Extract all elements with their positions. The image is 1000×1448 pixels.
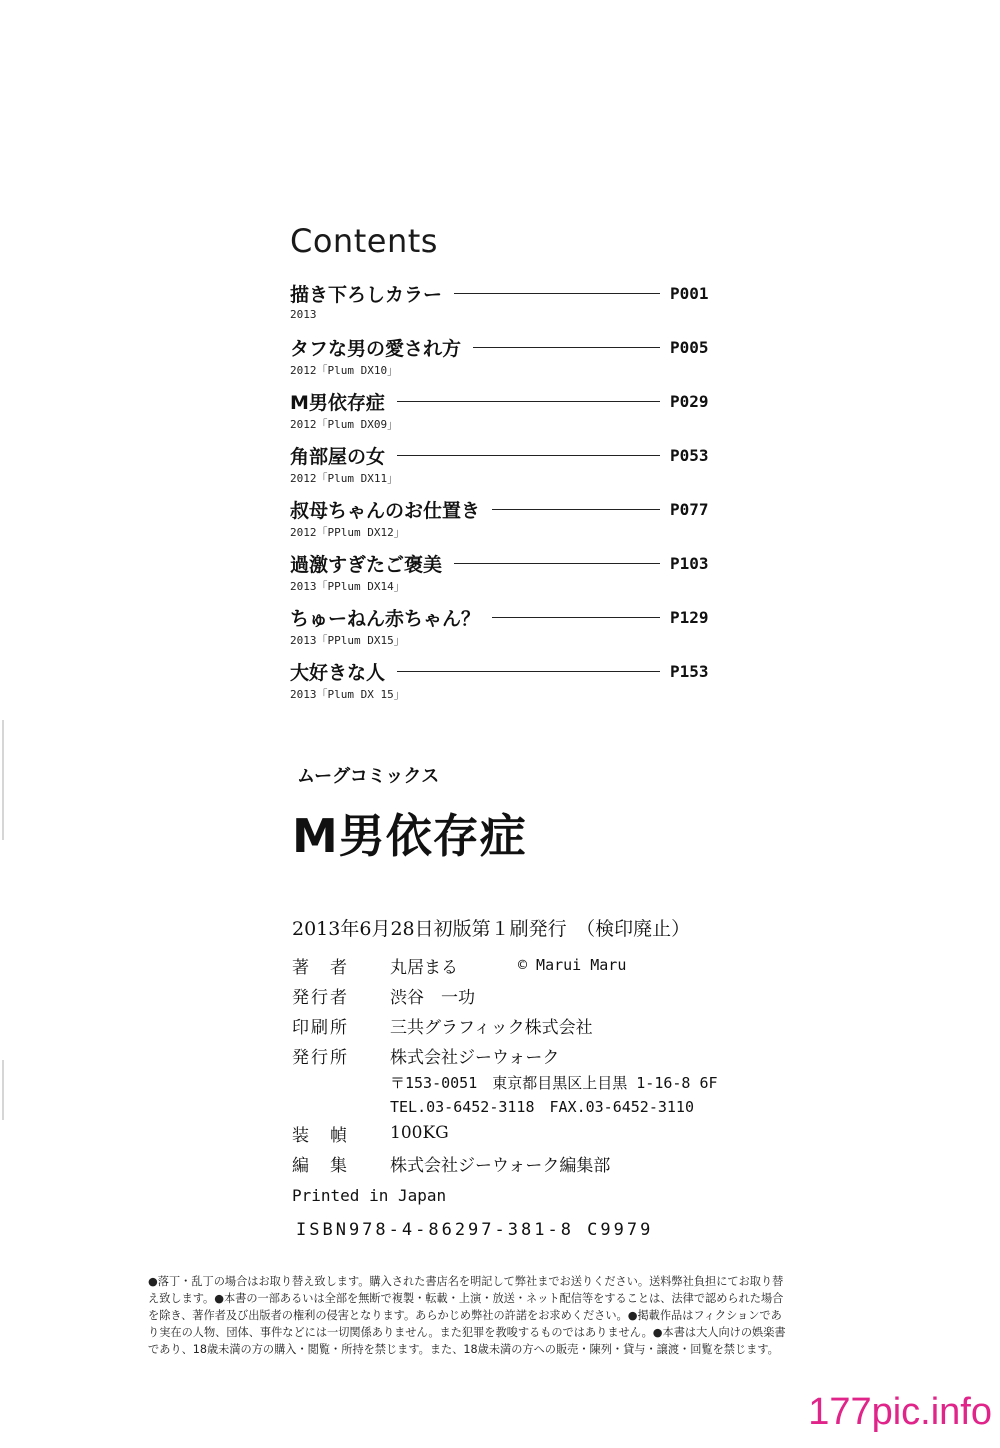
address-row	[292, 1070, 812, 1094]
notice-line: を除き、著作者及び出版者の権利の侵害となります。あらかじめ弊社の許諾をお求めください。●掲載作品はフィクションであ	[148, 1309, 782, 1322]
book-title: M男依存症	[292, 809, 527, 863]
series-label: ムーグコミックス	[297, 766, 440, 787]
toc-leader-rule	[454, 563, 660, 564]
toc-entry-title: 大好きな人	[290, 661, 386, 684]
toc-entry-page: P103	[670, 553, 709, 573]
colophon	[292, 950, 812, 1178]
notice-line: り実在の人物、団体、事件などには一切関係ありません。また犯罪を教唆するものではありません。●本書は大人向けの娯楽書	[148, 1326, 786, 1339]
toc-entry[interactable]	[290, 334, 710, 388]
publication-date: 2013年6月28日初版第１刷発行 （検印廃止）	[292, 918, 691, 940]
toc-entry-source: 2012「Plum DX11」	[290, 472, 399, 485]
toc-entry-title: 描き下ろしカラー	[290, 283, 443, 306]
editor-row	[292, 1148, 812, 1178]
author-label: 著 者	[292, 957, 349, 978]
toc-entry-source: 2012「Plum DX09」	[290, 418, 399, 431]
notice-line: ●落丁・乱丁の場合はお取り替え致します。購入された書店名を明記して弊社までお送りください。送料弊社負担にてお取り替	[148, 1275, 784, 1288]
editor-value: 株式会社ジーウォーク編集部	[390, 1155, 611, 1176]
printer-row	[292, 1010, 812, 1040]
publisher-label: 発行所	[292, 1047, 349, 1068]
toc-entry-title: ちゅーねん赤ちゃん？	[290, 607, 481, 630]
printer-name: 三共グラフィック株式会社	[390, 1017, 593, 1038]
toc-entry-title: 角部屋の女	[290, 445, 386, 468]
toc-entry-title: タフな男の愛され方	[290, 337, 462, 360]
toc-entry-page: P029	[670, 391, 709, 411]
design-value: 100KG	[390, 1123, 449, 1143]
publisher-row	[292, 1040, 812, 1070]
toc-entry-title: 叔母ちゃんのお仕置き	[290, 499, 481, 522]
toc-entry[interactable]	[290, 658, 710, 712]
printer-label: 印刷所	[292, 1017, 349, 1038]
toc-leader-rule	[397, 671, 660, 672]
toc-entry[interactable]	[290, 604, 710, 658]
author-copyright: © Marui Maru	[518, 956, 627, 974]
toc-leader-rule	[397, 401, 660, 402]
toc-entry-title: M男依存症	[290, 391, 385, 414]
toc-leader-rule	[397, 455, 660, 456]
table-of-contents	[290, 280, 710, 712]
toc-entry-source: 2013「Plum DX 15」	[290, 688, 405, 701]
toc-entry-source: 2012「PPlum DX12」	[290, 526, 405, 539]
scan-edge-mark	[2, 720, 4, 840]
toc-entry-source: 2013	[290, 308, 317, 321]
notice-line: であり、18歳未満の方の購入・閲覧・所持を禁じます。また、18歳未満の方への販売・陳列・貸与・譲渡・回覧を禁じます。	[148, 1343, 779, 1356]
toc-entry[interactable]	[290, 496, 710, 550]
publisher-contact: TEL.03-6452-3118 FAX.03-6452-3110	[390, 1097, 694, 1116]
author-name: 丸居まる	[390, 957, 458, 978]
toc-entry-source: 2013「PPlum DX14」	[290, 580, 405, 593]
toc-entry-page: P005	[670, 337, 709, 357]
design-row	[292, 1118, 812, 1148]
toc-leader-rule	[473, 347, 660, 348]
toc-entry[interactable]	[290, 442, 710, 496]
publisher-person-row	[292, 980, 812, 1010]
toc-entry-page: P001	[670, 283, 709, 303]
design-label: 装 幀	[292, 1125, 349, 1146]
scan-edge-mark	[2, 1060, 4, 1120]
printed-in-japan: Printed in Japan	[292, 1186, 447, 1205]
toc-entry-source: 2012「Plum DX10」	[290, 364, 399, 377]
publisher-name: 株式会社ジーウォーク	[390, 1047, 560, 1068]
contact-row	[292, 1094, 812, 1118]
toc-leader-rule	[454, 293, 660, 294]
toc-entry-page: P129	[670, 607, 709, 627]
toc-entry[interactable]	[290, 280, 710, 334]
toc-entry[interactable]	[290, 550, 710, 604]
publisher-person-label: 発行者	[292, 987, 349, 1008]
contents-heading: Contents	[290, 222, 438, 260]
toc-entry-page: P053	[670, 445, 709, 465]
editor-label: 編 集	[292, 1155, 349, 1176]
toc-leader-rule	[492, 617, 660, 618]
toc-entry-source: 2013「PPlum DX15」	[290, 634, 405, 647]
toc-leader-rule	[492, 509, 660, 510]
toc-entry-page: P077	[670, 499, 709, 519]
legal-notice	[148, 1273, 858, 1358]
isbn: ISBN978-4-86297-381-8 C9979	[296, 1220, 654, 1240]
publisher-person-name: 渋谷 一功	[390, 987, 475, 1008]
watermark-link[interactable]: 177pic.info	[808, 1391, 992, 1433]
author-row	[292, 950, 812, 980]
publisher-address: 〒153-0051 東京都目黒区上目黒 1-16-8 6F	[390, 1073, 718, 1092]
toc-entry-title: 過激すぎたご褒美	[290, 553, 443, 576]
toc-entry-page: P153	[670, 661, 709, 681]
toc-entry[interactable]	[290, 388, 710, 442]
notice-line: え致します。●本書の一部あるいは全部を無断で複製・転載・上演・放送・ネット配信等をすることは、法律で認められた場合	[148, 1292, 784, 1305]
